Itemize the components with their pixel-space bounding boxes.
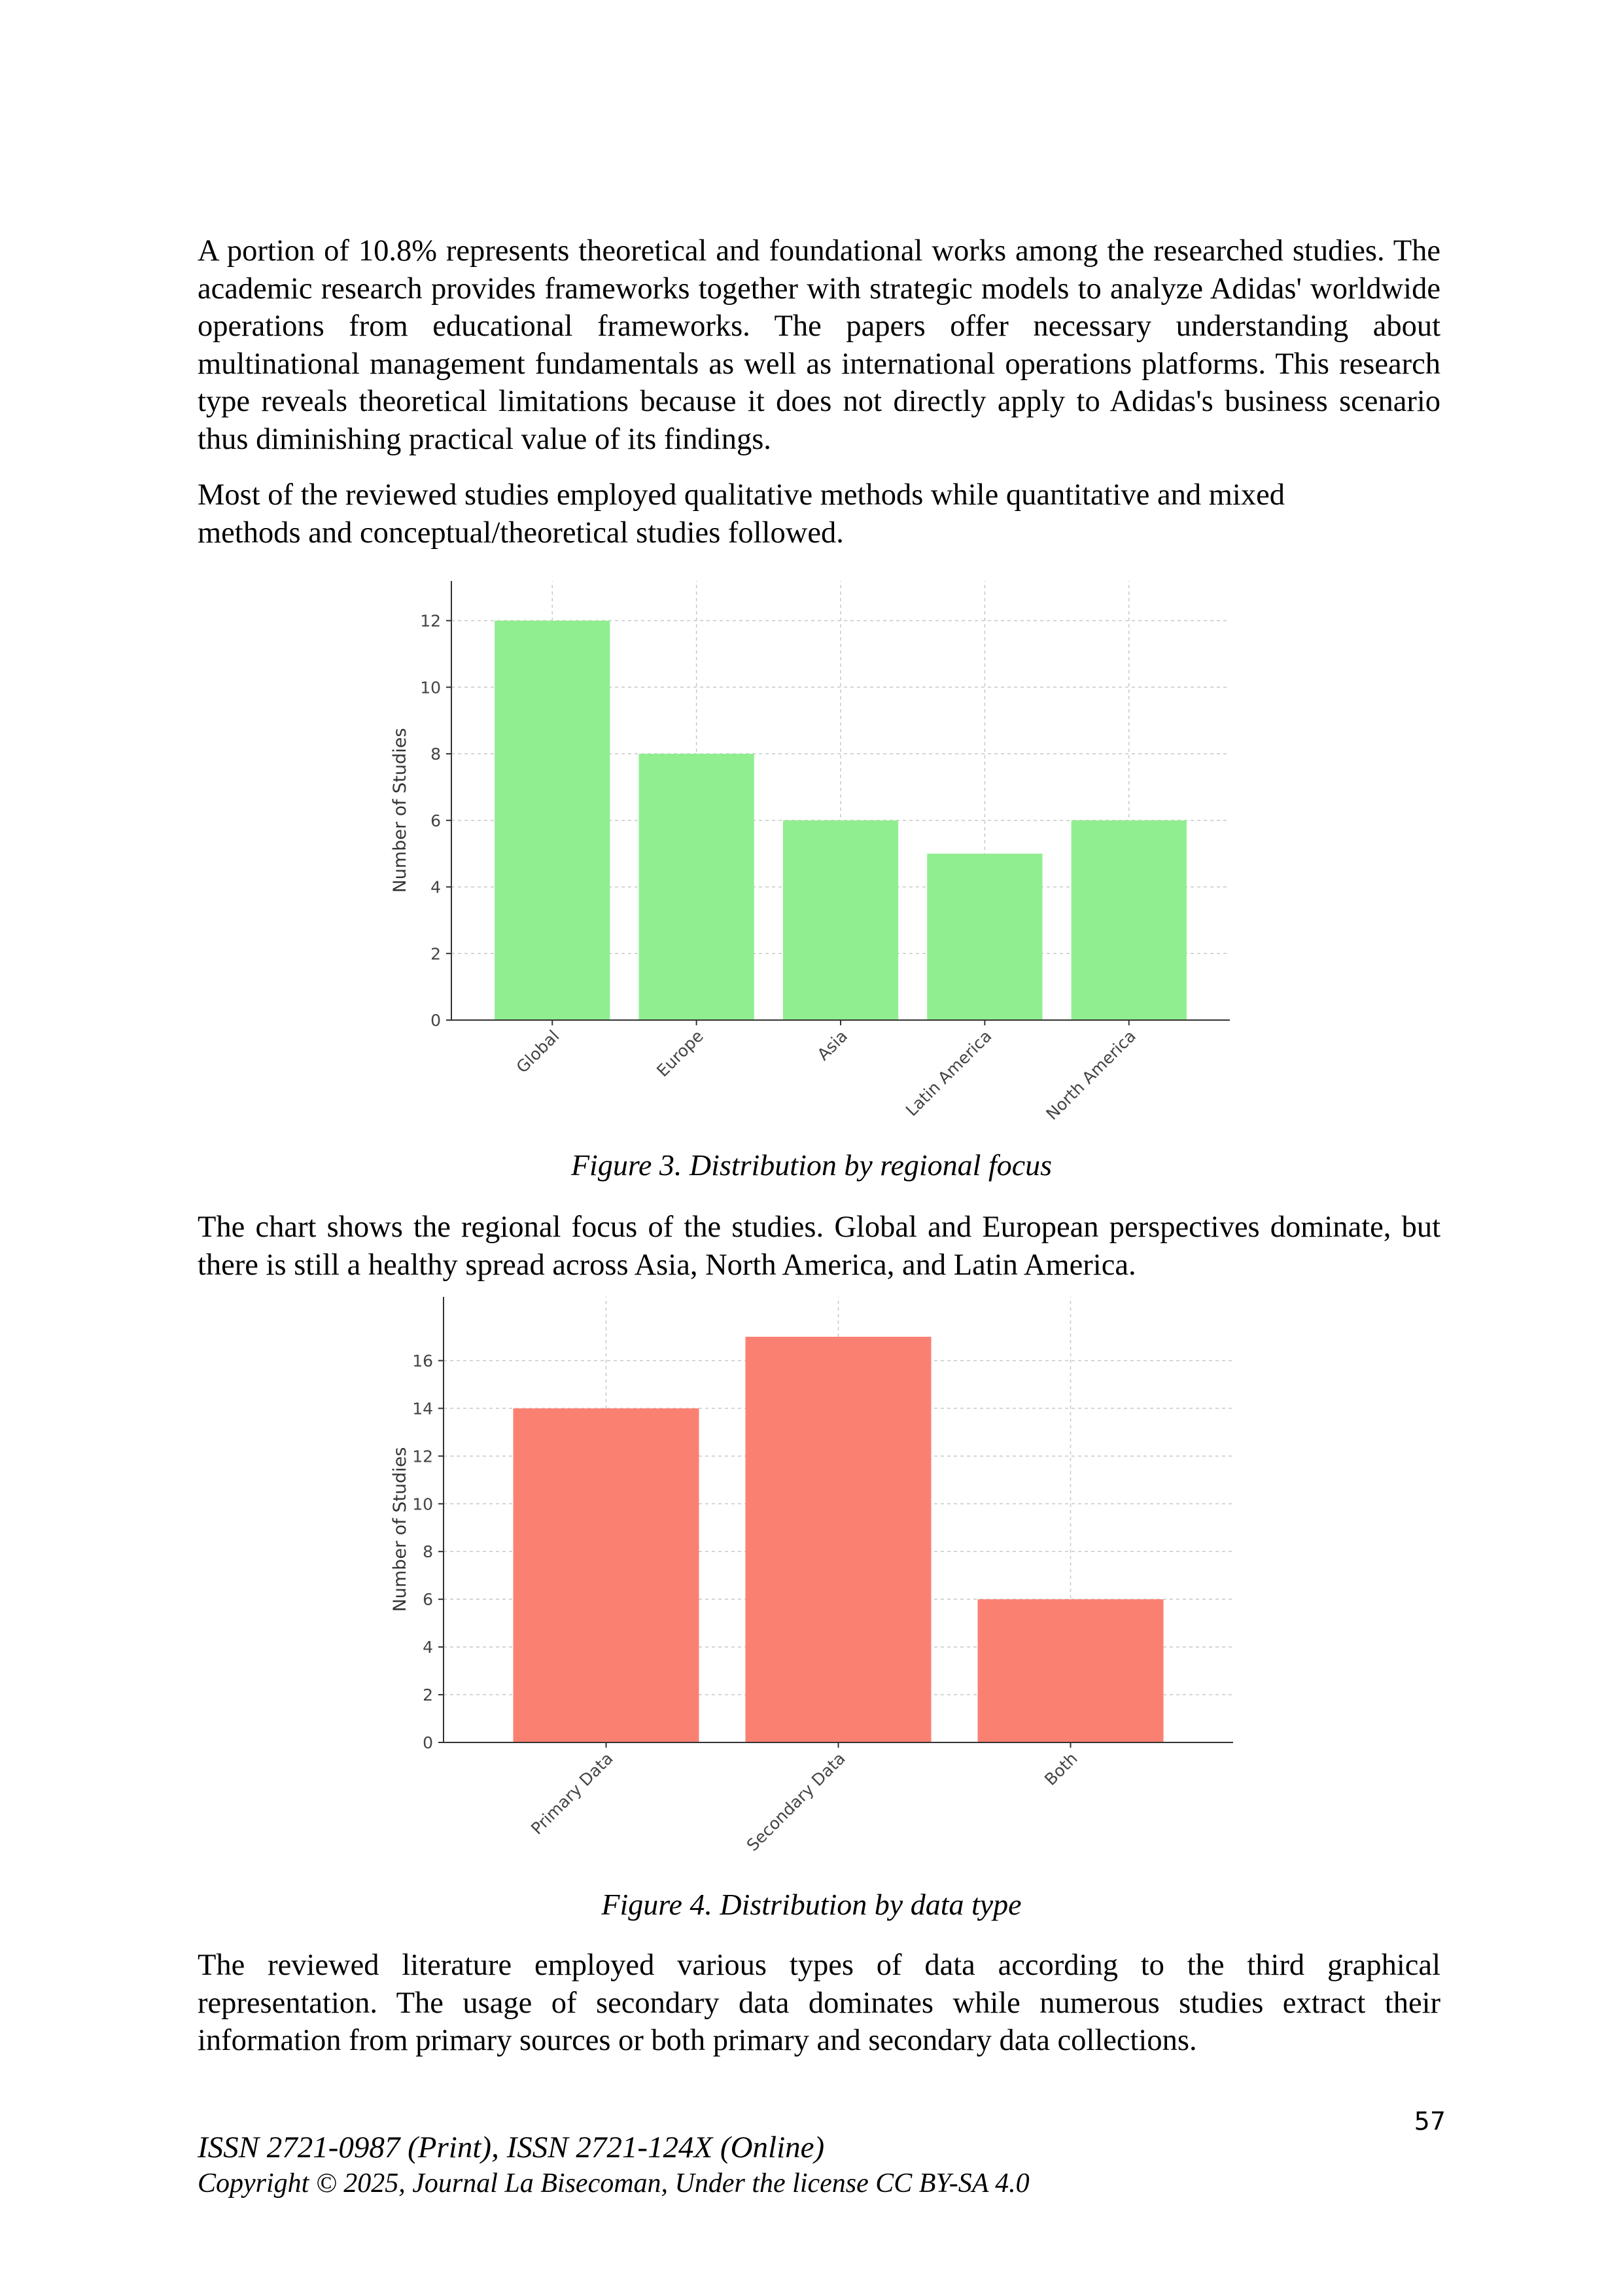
chart-data-type <box>366 1289 1243 1891</box>
y-tick-label: 8 <box>430 745 441 764</box>
footer-issn: ISSN 2721-0987 (Print), ISSN 2721-124X (Online) <box>198 2130 825 2164</box>
paragraph-regional-summary: The chart shows the regional focus of the studies. Global and European perspectives dominate, but there is still a healthy spread across Asia, North America, and Latin America. <box>198 1210 1440 1282</box>
y-tick-label: 12 <box>420 611 441 631</box>
x-tick-label-europe: Europe <box>653 1026 707 1081</box>
y-tick-label: 14 <box>412 1399 433 1419</box>
y-tick-label: 16 <box>412 1351 433 1371</box>
x-tick-label-secondary-data: Secondary Data <box>742 1748 849 1855</box>
x-tick-label-global: Global <box>512 1026 563 1077</box>
y-tick-label: 0 <box>430 1011 441 1030</box>
y-tick-label: 4 <box>423 1638 433 1657</box>
chart-regional-focus <box>366 563 1243 1152</box>
paragraph-theoretical-works: A portion of 10.8% represents theoretical and foundational works among the researched studies. The academic research provides frameworks together with strategic models to analyze Adidas' worldwide operations from educational frameworks. The papers offer necessary understanding about multinational management fundamentals as well as international operations platforms. This research type reveals theoretical limitations because it does not directly apply to Adidas's business scenario thus diminishing practical value of its findings. <box>198 234 1440 456</box>
figure-3-caption: Figure 3. Distribution by regional focus <box>570 1148 1053 1182</box>
x-tick-label-asia: Asia <box>813 1026 852 1065</box>
bar-secondary-data <box>746 1337 932 1742</box>
y-tick-label: 10 <box>420 678 441 698</box>
x-tick-label-north-america: North America <box>1042 1026 1140 1124</box>
y-tick-label: 0 <box>423 1733 433 1752</box>
paragraph-methods-summary: Most of the reviewed studies employed qualitative methods while quantitative and mixed methods and conceptual/theoretical studies followed. <box>198 478 1285 550</box>
bar-primary-data <box>514 1408 699 1742</box>
y-tick-label: 4 <box>430 877 441 897</box>
y-tick-label: 8 <box>423 1542 433 1562</box>
figure-4-caption: Figure 4. Distribution by data type <box>601 1888 1022 1921</box>
y-axis-title: Number of Studies <box>390 728 410 893</box>
paragraph-data-type-summary: The reviewed literature employed various types of data according to the third graphical representation. The usage of secondary data dominates while numerous studies extract their information from primary sources or both primary and secondary data collections. <box>198 1949 1440 2057</box>
y-tick-label: 10 <box>412 1494 433 1514</box>
bar-north-america <box>1072 821 1187 1020</box>
footer-copyright: Copyright © 2025, Journal La Bisecoman, Under the license CC BY-SA 4.0 <box>198 2168 1030 2199</box>
y-tick-label: 6 <box>423 1590 433 1610</box>
bar-both <box>978 1599 1164 1742</box>
page-number: 57 <box>1414 2107 1446 2136</box>
bar-europe <box>638 754 754 1020</box>
y-tick-label: 2 <box>423 1686 433 1705</box>
y-axis-title: Number of Studies <box>390 1447 410 1612</box>
x-tick-label-both: Both <box>1041 1748 1081 1790</box>
y-tick-label: 6 <box>430 811 441 830</box>
y-tick-label: 12 <box>412 1447 433 1466</box>
x-tick-label-latin-america: Latin America <box>901 1026 996 1120</box>
bar-global <box>495 621 610 1020</box>
bar-asia <box>783 821 898 1020</box>
x-tick-label-primary-data: Primary Data <box>527 1748 617 1839</box>
bar-latin-america <box>927 854 1042 1020</box>
y-tick-label: 2 <box>430 944 441 964</box>
